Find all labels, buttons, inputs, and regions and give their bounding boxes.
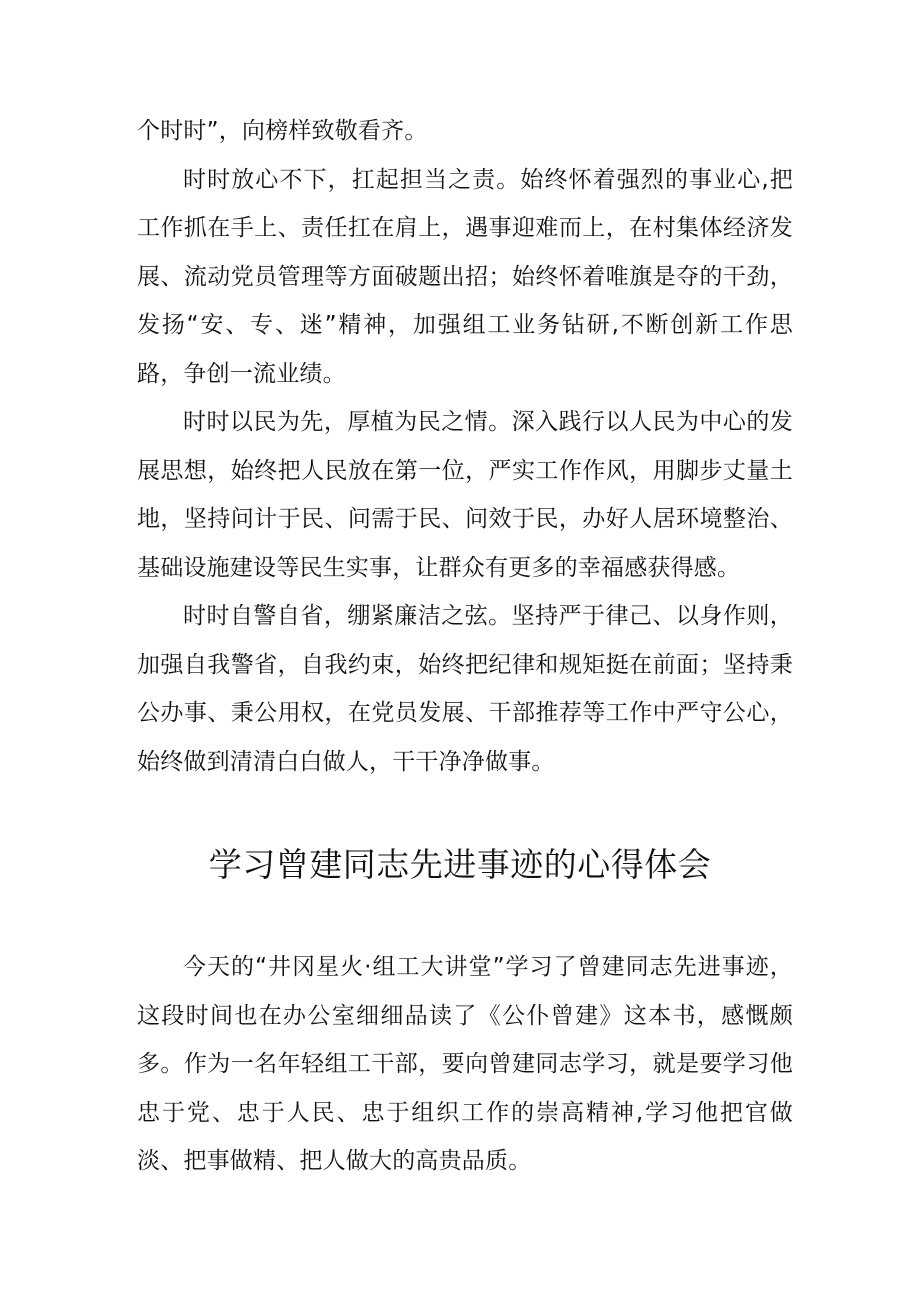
paragraph-integrity: 时时自警自省，绷紧廉洁之弦。坚持严于律己、以身作则，加强自我警省，自我约束，始终把纪律和规矩挺在前面；坚持秉公办事、秉公用权，在党员发展、干部推荐等工作中严守公心，始终做到清清白白做人，干干净净做事。 xyxy=(137,603,793,775)
top-text-section xyxy=(137,107,793,786)
bottom-text-section xyxy=(137,943,793,1186)
paragraph-people-first: 时时以民为先，厚植为民之情。深入践行以人民为中心的发展思想，始终把人民放在第一位，严实工作作风，用脚步丈量土地，坚持问计于民、问需于民、问效于民，办好人居环境整治、基础设施建设等民生实事，让群众有更多的幸福感获得感。 xyxy=(137,409,793,581)
paragraph-study-reflection: 今天的“井冈星火·组工大讲堂”学习了曾建同志先进事迹，这段时间也在办公室细细品读了《公仆曾建》这本书，感慨颇多。作为一名年轻组工干部，要向曾建同志学习，就是要学习他忠于党、忠于人民、忠于组织工作的崇高精神,学习他把官做淡、把事做精、把人做大的高贵品质。 xyxy=(137,954,793,1174)
document-title: 学习曾建同志先进事迹的心得体会 xyxy=(208,845,712,884)
paragraph-responsibility: 时时放心不下，扛起担当之责。始终怀着强烈的事业心,把工作抓在手上、责任扛在肩上，遇事迎难而上，在村集体经济发展、流动党员管理等方面破题出招；始终怀着唯旗是夺的干劲，发扬“安、专、迷”精神，加强组工业务钻研,不断创新工作思路，争创一流业绩。 xyxy=(137,166,793,387)
carryover-paragraph: 个时时”，向榜样致敬看齐。 xyxy=(137,118,428,144)
